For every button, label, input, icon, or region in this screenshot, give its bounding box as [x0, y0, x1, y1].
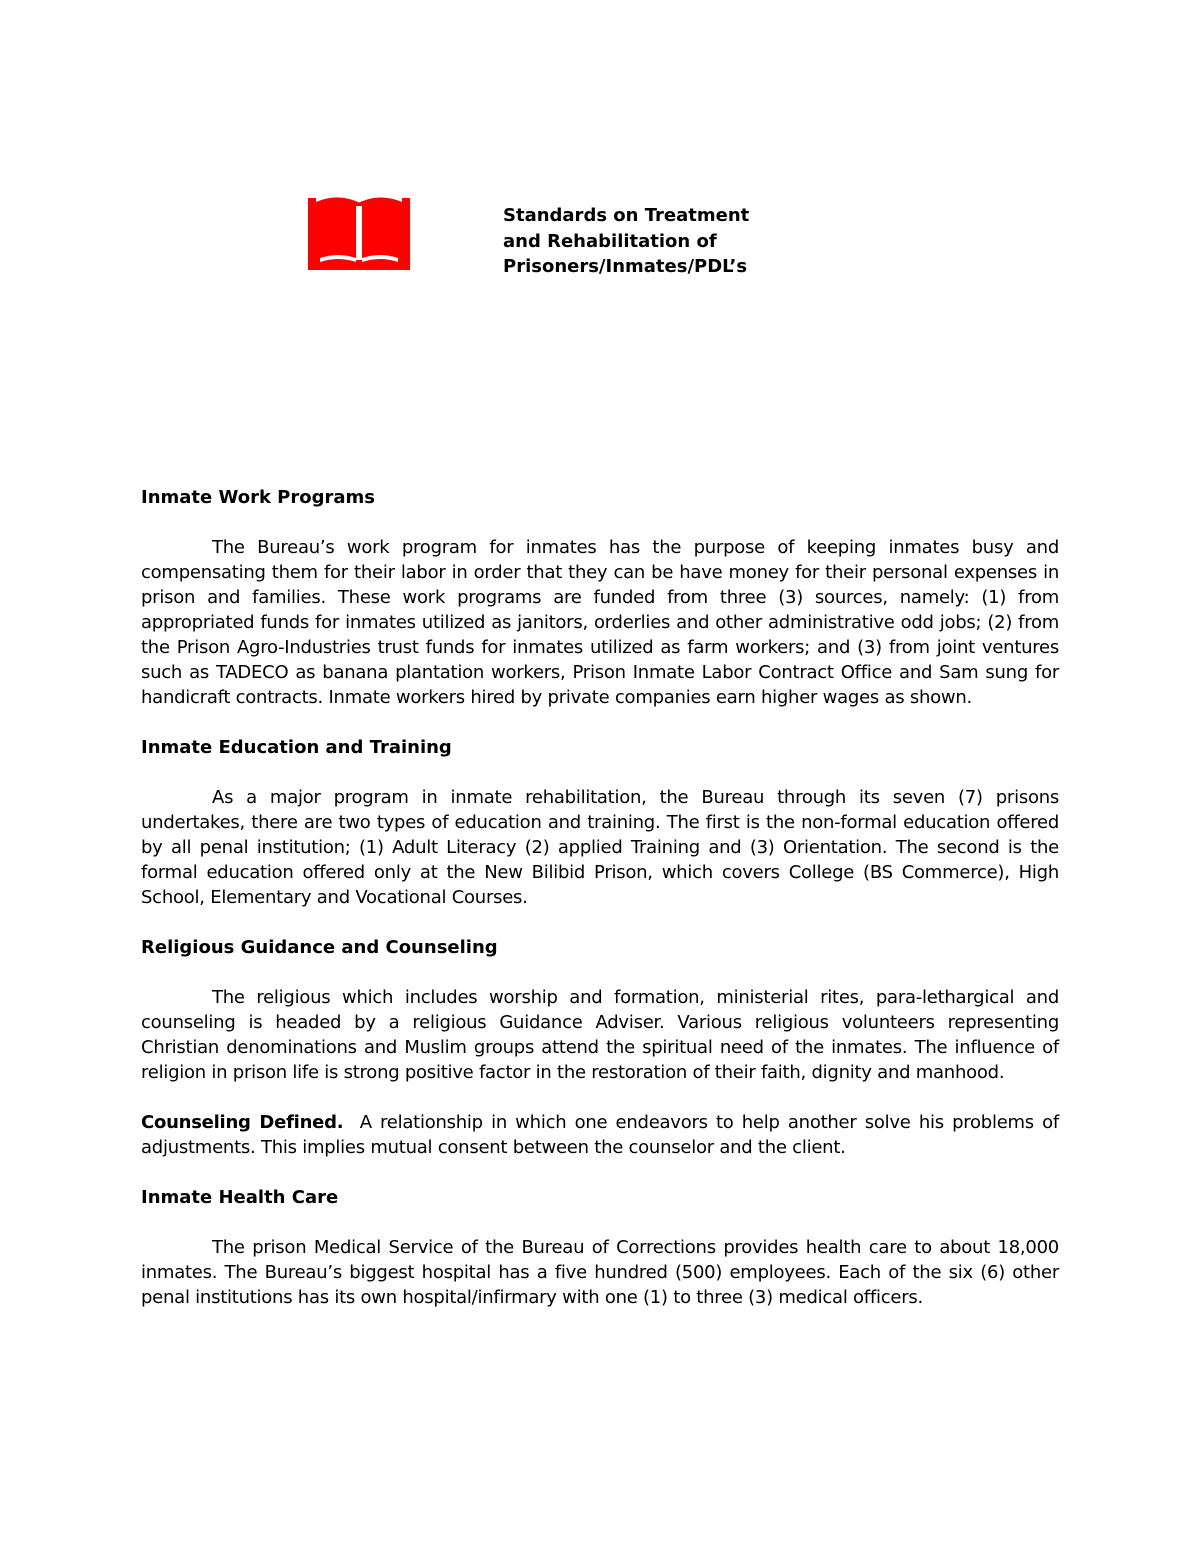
section-heading-health-care: Inmate Health Care: [141, 1187, 339, 1208]
section-heading-religious-guidance: Religious Guidance and Counseling: [141, 937, 498, 958]
definition-term: Counseling Defined.: [141, 1112, 344, 1133]
section-body-work-programs: The Bureau’s work program for inmates has the purpose of keeping inmates busy and compensating them for their labor in order that they can be have money for their personal expenses in prison and families. These work programs are funded from three (3) sources, namely: (1) from appropriated funds for inmates utilized as janitors, orderlies and other administrative odd jobs; (2) from the Prison Agro-Industries trust funds for inmates utilized as farm workers; and (3) from joint ventures such as TADECO as banana plantation workers, Prison Inmate Labor Contract Office and Sam sung for handicraft contracts. Inmate workers hired by private companies earn higher wages as shown.: [141, 537, 1059, 708]
section-body-health-care: The prison Medical Service of the Bureau of Corrections provides health care to about 18,000 inmates. The Bureau’s biggest hospital has a five hundred (500) employees. Each of the six (6) other penal institutions has its own hospital/infirmary with one (1) to three (3) medical officers.: [141, 1237, 1059, 1308]
title-line-3: Prisoners/Inmates/PDL’s: [503, 256, 748, 277]
title-line-1: Standards on Treatment: [503, 205, 750, 226]
book-icon: [306, 194, 412, 272]
document-body: [141, 485, 1059, 1335]
section-heading-education: Inmate Education and Training: [141, 737, 452, 758]
section-heading-work-programs: Inmate Work Programs: [141, 487, 375, 508]
definition-counseling: [141, 1110, 1059, 1160]
section-body-religious-guidance: The religious which includes worship and formation, ministerial rites, para-lethargical and counseling is headed by a religious Guidance Adviser. Various religious volunteers representing Christian denominations and Muslim groups attend the spiritual need of the inmates. The influence of religion in prison life is strong positive factor in the restoration of their faith, dignity and manhood.: [141, 987, 1059, 1083]
definition-text: A relationship in which one endeavors to help another solve his problems of adjustments. This implies mutual consent between the counselor and the client.: [141, 1112, 1059, 1158]
document-title: [503, 203, 823, 280]
title-line-2: and Rehabilitation of: [503, 230, 717, 252]
section-body-education: As a major program in inmate rehabilitation, the Bureau through its seven (7) prisons undertakes, there are two types of education and training. The first is the non-formal education offered by all penal institution; (1) Adult Literacy (2) applied Training and (3) Orientation. The second is the formal education offered only at the New Bilibid Prison, which covers College (BS Commerce), High School, Elementary and Vocational Courses.: [141, 787, 1059, 908]
